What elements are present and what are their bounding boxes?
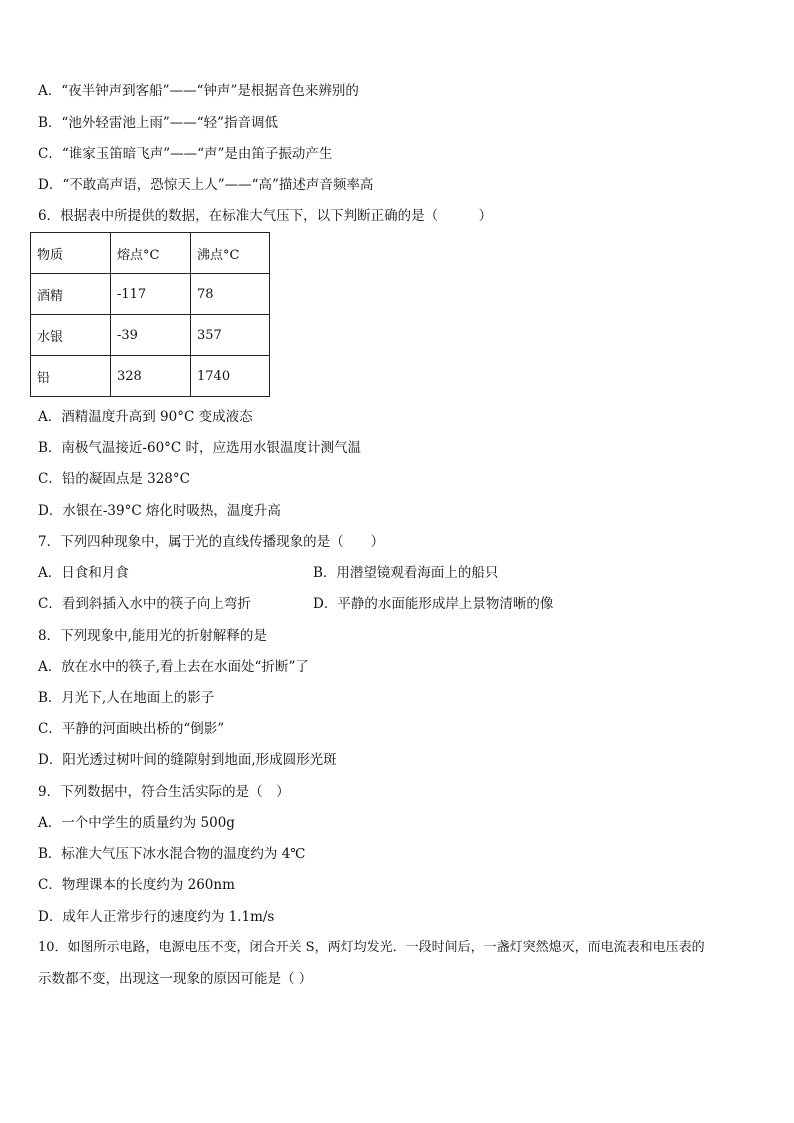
q6-option-b: B．南极气温接近-60°C 时，应选用水银温度计测气温 [38,440,362,456]
q8-option-c: C．平静的河面映出桥的“倒影” [38,721,225,737]
table-header-cell: 物质 [31,233,111,274]
table-cell: 78 [191,274,270,315]
q8-stem: 8．下列现象中,能用光的折射解释的是 [38,628,267,644]
q5-option-d: D．“不敢高声语，恐惊天上人”——“高”描述声音频率高 [38,177,374,193]
q5-option-b: B．“池外轻雷池上雨”——“轻”指音调低 [38,115,279,131]
q5-option-c: C．“谁家玉笛暗飞声”——“声”是由笛子振动产生 [38,146,333,162]
q6-data-table [30,232,270,397]
q7-option-d: D．平静的水面能形成岸上景物清晰的像 [313,596,554,612]
q9-option-d: D．成年人正常步行的速度约为 1.1m/s [38,909,275,925]
table-cell: 1740 [191,356,270,397]
q7-stem: 7．下列四种现象中，属于光的直线传播现象的是（ ） [38,534,385,550]
q7-option-a: A．日食和月食 [38,565,129,581]
table-cell: 水银 [31,315,111,356]
table-cell: 铅 [31,356,111,397]
table-header-row [31,233,270,274]
table-row [31,356,270,397]
table-row [31,315,270,356]
table-cell: -117 [111,274,191,315]
q7-option-c: C．看到斜插入水中的筷子向上弯折 [38,596,251,612]
table-header-cell: 熔点°C [111,233,191,274]
table-cell: 酒精 [31,274,111,315]
table-cell: -39 [111,315,191,356]
q10-stem-line2: 示数都不变，出现这一现象的原因可能是（ ） [38,971,313,987]
q6-option-c: C．铅的凝固点是 328°C [38,471,190,487]
q6-stem: 6．根据表中所提供的数据，在标准大气压下，以下判断正确的是（ ） [38,208,493,224]
q6-option-d: D．水银在-39°C 熔化时吸热，温度升高 [38,503,281,519]
q9-option-a: A．一个中学生的质量约为 500g [38,815,235,831]
q8-option-b: B．月光下,人在地面上的影子 [38,690,215,706]
table-cell: 357 [191,315,270,356]
q9-stem: 9．下列数据中，符合生活实际的是（ ） [38,784,290,800]
q9-option-c: C．物理课本的长度约为 260nm [38,877,235,893]
table-row [31,274,270,315]
q8-option-a: A．放在水中的筷子,看上去在水面处“折断”了 [38,659,309,675]
q10-stem-line1: 10．如图所示电路，电源电压不变，闭合开关 S，两灯均发光．一段时间后，一盏灯突然熄灭，而电流表和电压表的 [38,940,705,955]
q5-option-a: A．“夜半钟声到客船”——“钟声”是根据音色来辨别的 [38,83,359,99]
table-header-cell: 沸点°C [191,233,270,274]
q8-option-d: D．阳光透过树叶间的缝隙射到地面,形成圆形光斑 [38,752,337,768]
q6-option-a: A．酒精温度升高到 90°C 变成液态 [38,409,253,425]
table-cell: 328 [111,356,191,397]
q9-option-b: B．标准大气压下冰水混合物的温度约为 4℃ [38,846,306,862]
q7-option-b: B．用潜望镜观看海面上的船只 [313,565,499,581]
